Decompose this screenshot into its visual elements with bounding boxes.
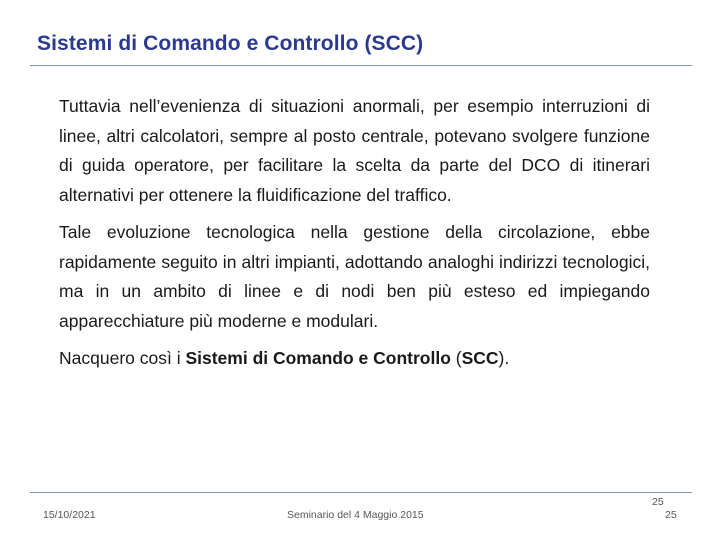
paragraph-2: Tale evoluzione tecnologica nella gestione della circolazione, ebbe rapidamente seguito in altri impianti, adottando analoghi indirizzi tecnologici, ma in un ambito di linee e di nodi ben più esteso ed impiegando apparecchiature più moderne e modulari. bbox=[59, 222, 650, 331]
footer-divider bbox=[30, 492, 692, 493]
page-number-bottom: 25 bbox=[665, 509, 677, 521]
closing-paragraph bbox=[59, 344, 650, 374]
closing-suffix: ). bbox=[498, 348, 510, 368]
footer-seminar-label: Seminario del 4 Maggio 2015 bbox=[287, 509, 424, 521]
footer-date: 15/10/2021 bbox=[43, 509, 96, 521]
paragraph-1: Tuttavia nell’evenienza di situazioni anormali, per esempio interruzioni di linee, altri calcolatori, sempre al posto centrale, potevano svolgere funzione di guida operatore, per facilitare la scelta da parte del DCO di itinerari alternativi per ottenere la fluidificazione del traffico. bbox=[59, 96, 650, 205]
title-divider bbox=[30, 65, 692, 66]
closing-middle: ( bbox=[450, 348, 462, 368]
page-number-top: 25 bbox=[652, 496, 664, 508]
closing-bold-term: Sistemi di Comando e Controllo bbox=[185, 348, 451, 368]
closing-prefix: Nacquero così i bbox=[59, 348, 186, 368]
closing-acronym: SCC bbox=[461, 348, 499, 368]
slide-body bbox=[59, 92, 650, 382]
slide-title: Sistemi di Comando e Controllo (SCC) bbox=[37, 32, 424, 55]
